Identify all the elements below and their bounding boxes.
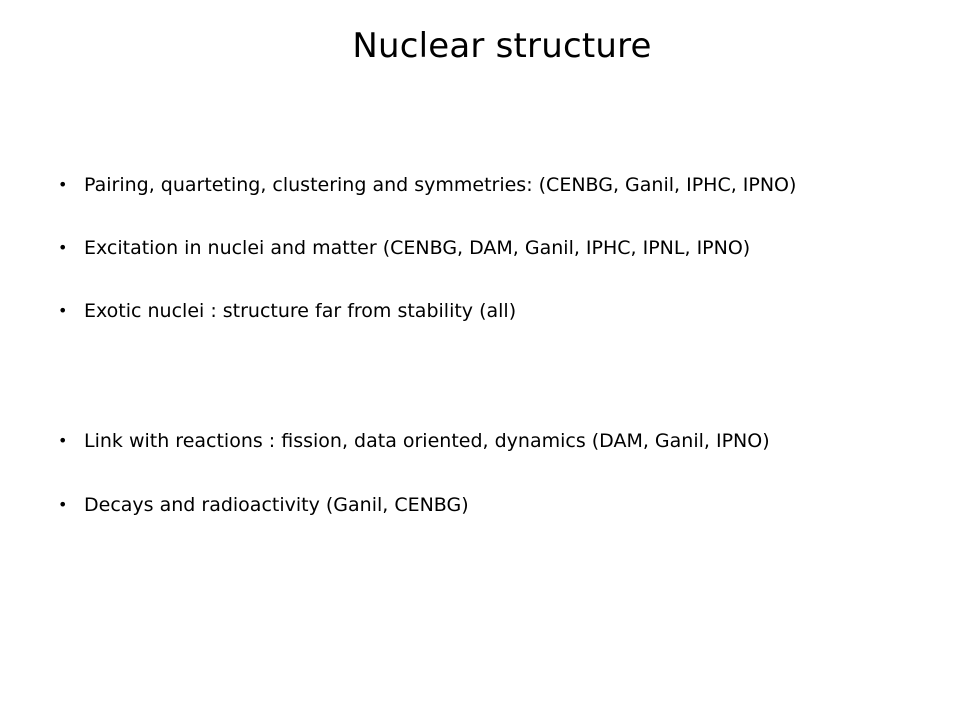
bullet-item xyxy=(58,170,938,200)
bullet-item xyxy=(58,296,938,326)
bullet-dot-icon: • xyxy=(58,301,68,320)
bullet-item xyxy=(58,426,938,456)
bullet-dot-icon: • xyxy=(58,495,68,514)
bullet-dot-icon: • xyxy=(58,431,68,450)
bullet-item xyxy=(58,233,938,263)
bullet-item xyxy=(58,490,938,520)
bullet-text: Decays and radioactivity (Ganil, CENBG) xyxy=(84,494,469,516)
bullet-dot-icon: • xyxy=(58,238,68,257)
bullet-text: Pairing, quarteting, clustering and symmetries: (CENBG, Ganil, IPHC, IPNO) xyxy=(84,174,797,196)
bullet-text: Exotic nuclei : structure far from stability (all) xyxy=(84,300,517,322)
bullet-text: Link with reactions : fission, data oriented, dynamics (DAM, Ganil, IPNO) xyxy=(84,430,770,452)
slide-title: Nuclear structure xyxy=(352,26,652,66)
bullet-text: Excitation in nuclei and matter (CENBG, DAM, Ganil, IPHC, IPNL, IPNO) xyxy=(84,237,751,259)
bullet-dot-icon: • xyxy=(58,175,68,194)
